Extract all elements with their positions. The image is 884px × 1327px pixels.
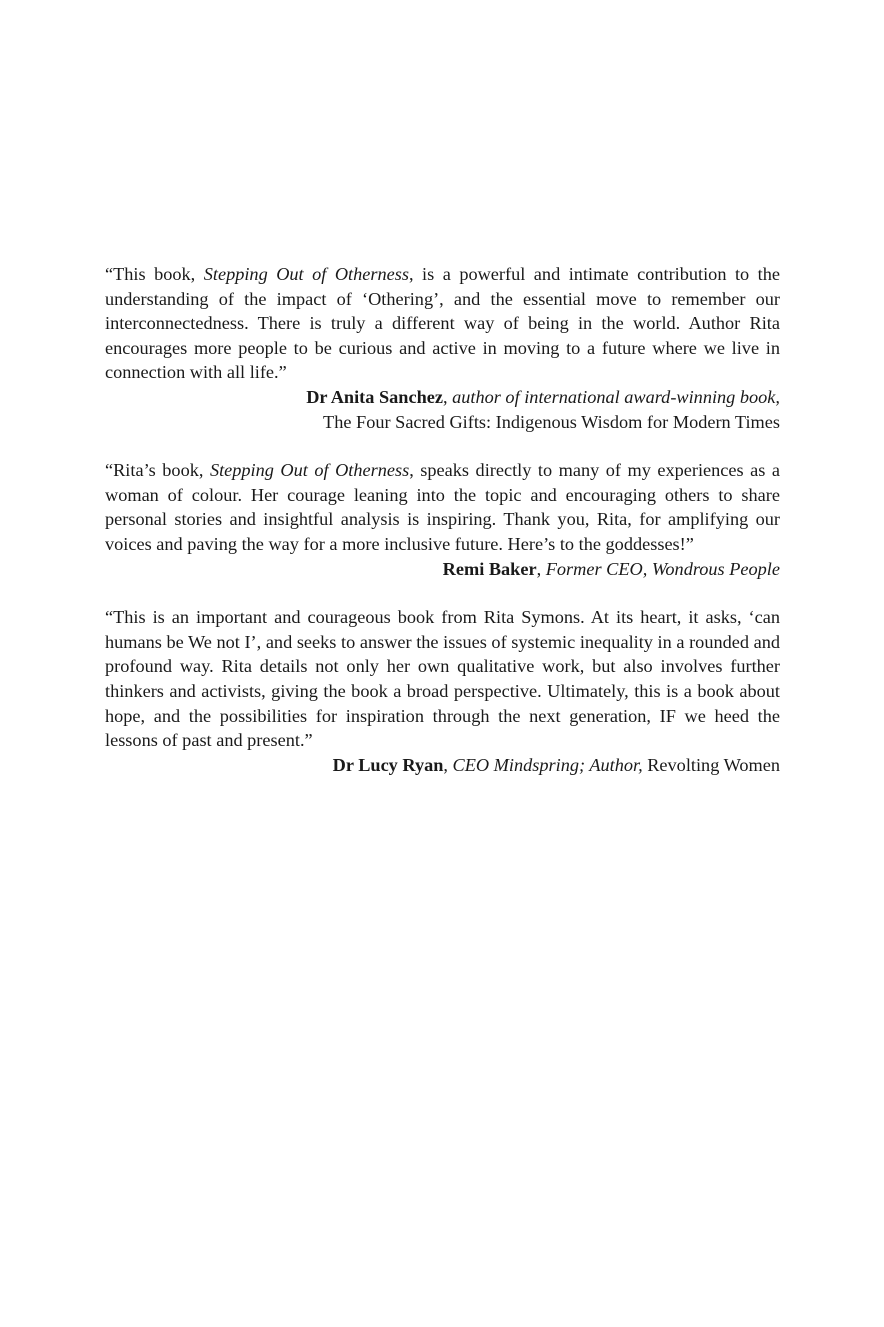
- endorsement-attribution: Dr Anita Sanchez, author of international award-winning book,: [306, 386, 780, 407]
- endorsement-remi-baker: [105, 458, 780, 581]
- endorser-name: Dr Lucy Ryan: [332, 754, 444, 775]
- quote-text: “This book,: [105, 264, 204, 284]
- endorsement-attribution: Remi Baker, Former CEO, Wondrous People: [442, 558, 780, 579]
- endorser-role: CEO Mindspring; Author,: [452, 754, 643, 775]
- endorser-book-line: [105, 410, 780, 435]
- endorser-name: Dr Anita Sanchez: [306, 386, 443, 407]
- endorsement-attribution: Dr Lucy Ryan, CEO Mindspring; Author, Revolting Women: [332, 754, 780, 775]
- endorser-book: Revolting Women: [647, 754, 780, 775]
- endorsement-quote: [105, 458, 780, 556]
- endorsement-quote: [105, 262, 780, 385]
- endorsements-section: [105, 262, 780, 801]
- endorser-book: The Four Sacred Gifts: Indigenous Wisdom for Modern Times: [323, 411, 780, 432]
- quote-text: “Rita’s book,: [105, 460, 210, 481]
- endorser-role: author of international award-winning book,: [452, 386, 780, 407]
- endorsement-lucy-ryan: [105, 605, 780, 777]
- quote-text: , speaks directly to many of my experiences as a woman of colour. Her courage leaning into the topic and encouraging others to share personal stories and insightful analysis is inspiring. Thank you, Rita, for amplifying our voices and paving the way for a more inclusive future. Here’s to the goddesses!”: [105, 460, 780, 554]
- endorsement-quote: [105, 605, 780, 753]
- book-title: Stepping Out of Otherness: [203, 264, 409, 284]
- quote-text: “This is an important and courageous book from Rita Symons. At its heart, it asks, ‘can humans be We not I’, and seeks to answer the issues of systemic inequality in a rounded and profound way. Rita details not only her own qualitative work, but also involves further thinkers and activists, giving the book a broad perspective. Ultimately, this is a book about hope, and the possibilities for inspiration through the next generation, IF we heed the lessons of past and present.”: [105, 607, 780, 751]
- endorser-role: Former CEO, Wondrous People: [545, 558, 780, 579]
- endorsement-anita-sanchez: [105, 262, 780, 434]
- endorser-name: Remi Baker: [442, 558, 537, 579]
- book-title: Stepping Out of Otherness: [209, 460, 410, 481]
- quote-text: , is a powerful and intimate contribution to the understanding of the impact of ‘Othering’, and the essential move to remember our interconnectedness. There is truly a different way of being in the world. Author Rita encourages more people to be curious and active in moving to a future where we live in connection with all life.”: [105, 264, 780, 383]
